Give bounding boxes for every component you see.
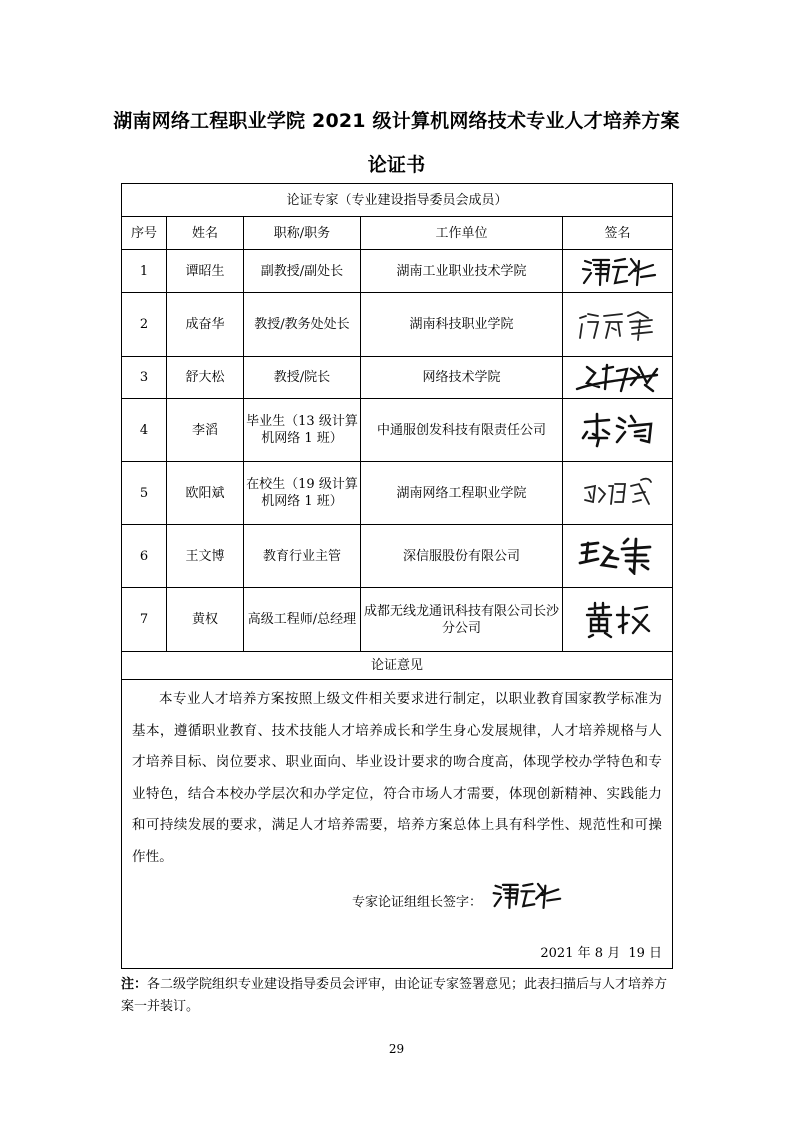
- handwritten-signature: [578, 537, 658, 575]
- experts-header: 论证专家（专业建设指导委员会成员）: [122, 184, 673, 217]
- expert-title: 在校生（19 级计算机网络 1 班）: [244, 462, 361, 525]
- handwritten-signature: [579, 476, 657, 510]
- date-day-unit: 日: [649, 946, 663, 961]
- date-year: 2021: [540, 946, 574, 961]
- handwritten-signature: [576, 308, 660, 342]
- handwritten-signature: [581, 601, 655, 639]
- note-text: 各二级学院组织专业建设指导委员会评审，由论证专家签署意见；此表扫描后与人才培养方案一并装订。: [121, 977, 668, 1014]
- expert-unit: 成都无线龙通讯科技有限公司长沙分公司: [361, 588, 563, 652]
- signature-cell: [563, 588, 673, 652]
- expert-unit: 中通服创发科技有限责任公司: [361, 399, 563, 462]
- table-row: [122, 250, 673, 293]
- date-month-unit: 月: [607, 946, 621, 961]
- signature-cell: [563, 462, 673, 525]
- signature-cell: [563, 293, 673, 357]
- page-number: 29: [388, 1042, 405, 1056]
- opinion-cell: [122, 680, 673, 969]
- opinion-header-row: [122, 652, 673, 680]
- col-header-unit: 工作单位: [361, 217, 563, 250]
- expert-name: 谭昭生: [167, 250, 244, 293]
- expert-no: 7: [122, 588, 167, 652]
- expert-no: 2: [122, 293, 167, 357]
- expert-title: 毕业生（13 级计算机网络 1 班）: [244, 399, 361, 462]
- table-row: [122, 462, 673, 525]
- table-row: [122, 293, 673, 357]
- document-subtitle: 论证书: [367, 154, 426, 176]
- expert-name: 成奋华: [167, 293, 244, 357]
- expert-unit: 湖南网络工程职业学院: [361, 462, 563, 525]
- expert-name: 李滔: [167, 399, 244, 462]
- expert-title: 副教授/副处长: [244, 250, 361, 293]
- col-header-signature: 签名: [563, 217, 673, 250]
- expert-title: 教授/教务处处长: [244, 293, 361, 357]
- footnote: [121, 974, 676, 1018]
- signature-cell: [563, 357, 673, 399]
- expert-unit: 网络技术学院: [361, 357, 563, 399]
- signing-date: [540, 945, 662, 962]
- date-month: 8: [594, 946, 604, 961]
- signature-cell: [563, 525, 673, 588]
- expert-unit: 湖南科技职业学院: [361, 293, 563, 357]
- date-day: 19: [628, 946, 645, 961]
- table-row: [122, 588, 673, 652]
- document-title: 湖南网络工程职业学院 2021 级计算机网络技术专业人才培养方案: [113, 110, 680, 132]
- signature-cell: [563, 250, 673, 293]
- date-year-unit: 年: [577, 946, 591, 961]
- opinion-header: 论证意见: [122, 652, 673, 680]
- table-row: [122, 399, 673, 462]
- col-header-name: 姓名: [167, 217, 244, 250]
- handwritten-signature: [573, 361, 663, 395]
- expert-title: 教育行业主管: [244, 525, 361, 588]
- signature-cell: [563, 399, 673, 462]
- col-header-title: 职称/职务: [244, 217, 361, 250]
- note-label: 注：: [121, 977, 148, 992]
- expert-no: 1: [122, 250, 167, 293]
- expert-name: 舒大松: [167, 357, 244, 399]
- expert-name: 欧阳斌: [167, 462, 244, 525]
- certification-table: [121, 183, 673, 969]
- experts-header-row: [122, 184, 673, 217]
- expert-title: 高级工程师/总经理: [244, 588, 361, 652]
- table-row: [122, 357, 673, 399]
- expert-unit: 深信服股份有限公司: [361, 525, 563, 588]
- opinion-text: 本专业人才培养方案按照上级文件相关要求进行制定，以职业教育国家教学标准为基本，遵循职业教育、技术技能人才培养成长和学生身心发展规律，人才培养规格与人才培养目标、岗位要求、职业面向、毕业设计要求的吻合度高，体现学校办学特色和专业特色，结合本校办学层次和办学定位，符合市场人才需要，体现创新精神、实践能力和可持续发展的要求，满足人才培养需要，培养方案总体上具有科学性、规范性和可操作性。: [132, 691, 663, 865]
- expert-name: 王文博: [167, 525, 244, 588]
- column-header-row: [122, 217, 673, 250]
- handwritten-signature: [579, 412, 657, 448]
- table-row: [122, 525, 673, 588]
- leader-signature-label: 专家论证组组长签字：: [352, 895, 483, 910]
- handwritten-signature: [490, 878, 562, 912]
- expert-no: 5: [122, 462, 167, 525]
- opinion-row: [122, 680, 673, 969]
- expert-unit: 湖南工业职业技术学院: [361, 250, 563, 293]
- expert-name: 黄权: [167, 588, 244, 652]
- expert-no: 6: [122, 525, 167, 588]
- handwritten-signature: [579, 255, 657, 287]
- col-header-no: 序号: [122, 217, 167, 250]
- expert-title: 教授/院长: [244, 357, 361, 399]
- expert-no: 4: [122, 399, 167, 462]
- expert-no: 3: [122, 357, 167, 399]
